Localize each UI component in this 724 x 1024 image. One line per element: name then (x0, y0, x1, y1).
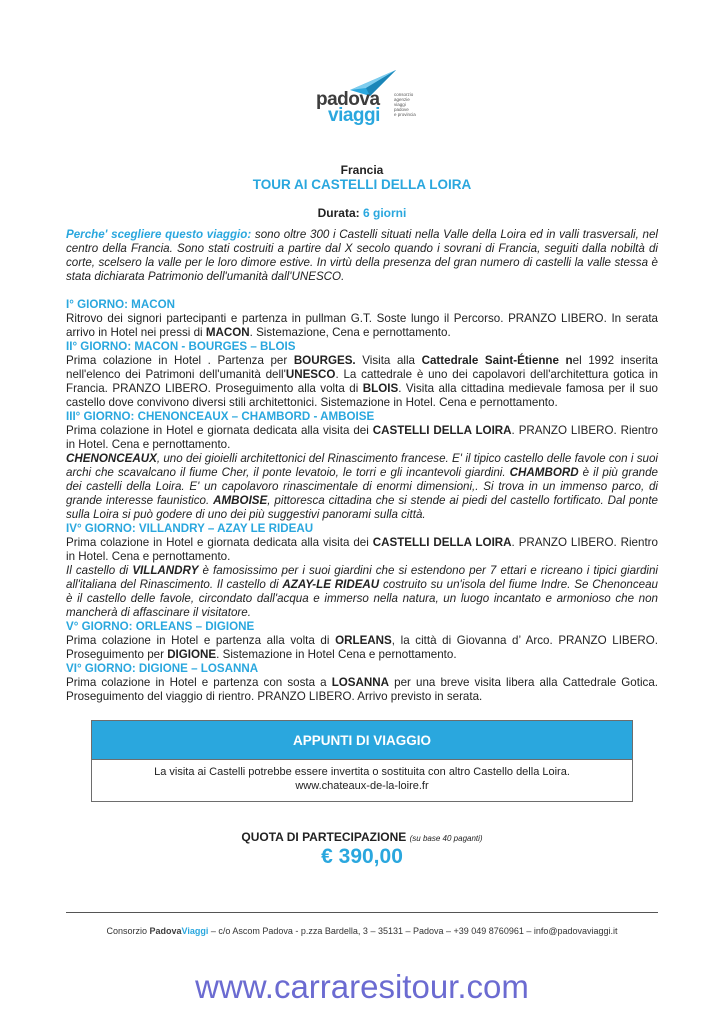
day-text-segment: . PRANZO LIBERO. Rientro in Hotel. Cena e pernottamento. (66, 536, 658, 563)
price-heading (0, 830, 724, 844)
day-text-segment: ORLEANS (335, 634, 392, 647)
day-text-segment: . Sistemazione, Cena e pernottamento. (249, 326, 451, 339)
day-text-segment: , pittoresca cittadina che si stende ai piedi del castello fortificato. Dal ponte sulla Loira si può godere di uno dei più suggestivi panorami sulla città. (66, 494, 658, 521)
travel-notes-box (91, 720, 633, 802)
itinerary (66, 298, 658, 704)
duration (0, 206, 724, 220)
day-description (66, 634, 658, 662)
logo-word-padova: padova (316, 89, 380, 110)
footer-pre: Consorzio (106, 926, 150, 936)
day-description (66, 312, 658, 340)
logo-tagline-line: consorzio (394, 92, 414, 97)
logo-tagline-line: e provincia (394, 112, 416, 117)
day-text-segment: el 1992 inserita nell'elenco dei Patrimoni dell'umanità dell' (66, 354, 658, 381)
duration-label: Durata: (317, 206, 360, 220)
intro-question: Perche' scegliere questo viaggio (66, 228, 248, 241)
intro-text: sono oltre 300 i Castelli situati nella Valle della Loira ed in valli trasversali, nel centro della Francia. Sono stati costruiti a partire dal X secolo quando i sovrani di Francia, seguiti dalla nobiltà di corte, scelsero la valle per le loro dimore estive. In virtù della presenza del gran numero di castelli la valle stessa è stata dichiarata Patrimonio dell'umanità dall'UNESCO. (66, 228, 659, 283)
day-text-segment: UNESCO (285, 368, 336, 381)
day-heading: III° GIORNO: CHENONCEAUX – CHAMBORD - AMBOISE (66, 410, 375, 423)
day-heading: V° GIORNO: ORLEANS – DIGIONE (66, 620, 255, 633)
travel-notes-text: La visita ai Castelli potrebbe essere invertita o sostituita con altro Castello della Loira. (154, 766, 570, 778)
day-heading: I° GIORNO: MACON (66, 298, 175, 311)
day-text-segment: Il castello di (66, 564, 133, 577)
day-description (66, 676, 658, 704)
day-text-segment: LOSANNA (331, 676, 390, 689)
day-text-segment: Prima colazione in Hotel e giornata dedicata alla visita dei (66, 536, 373, 549)
logo-tagline-line: viaggi (394, 102, 406, 107)
day-text-segment: , uno dei gioielli architettonici del Rinascimento francese. E' il tipico castello delle favole con i suoi archi che scavalcano il fiume Cher, il ponte levatoio, le torri e gli incantevoli giardini. (66, 452, 658, 479)
price-value: € 390,00 (321, 845, 403, 868)
day-text-segment: Cattedrale Saint-Étienne n (421, 354, 573, 367)
travel-notes-body (92, 760, 632, 793)
day-text-segment: Visita alla (355, 354, 422, 367)
logo-word-viaggi: viaggi (328, 105, 380, 126)
day-text-segment: , la città di Giovanna d’ Arco. PRANZO LIBERO. Proseguimento per (66, 634, 658, 661)
day-text-segment: . La cattedrale è uno dei capolavori dell'architettura gotica in Francia. PRANZO LIBERO. Proseguimento alla volta di (66, 368, 658, 395)
footer-brand-viaggi: Viaggi (181, 926, 209, 936)
day-heading: IV° GIORNO: VILLANDRY – AZAY LE RIDEAU (66, 522, 314, 535)
day-text-segment: . PRANZO LIBERO. Rientro in Hotel. Cena e pernottamento. (66, 424, 658, 451)
day-castle-notes (66, 564, 658, 620)
day-text-segment: Prima colazione in Hotel e partenza con sosta a (66, 676, 332, 689)
intro-colon: : (247, 228, 252, 241)
intro-paragraph (66, 228, 658, 284)
day-text-segment: CASTELLI DELLA LOIRA (372, 424, 512, 437)
day-text-segment: costruito su un'isola del fiume Indre. Se Chenonceau è il castello delle favole, circondato dall'acqua e immerso nella natura, un luogo incantato e armonioso che non mancherà di affascinare il visitatore. (66, 578, 658, 619)
day-description (66, 424, 658, 452)
day-text-segment: per una breve visita libera alla Cattedrale Gotica. Proseguimento del viaggio di rientro. PRANZO LIBERO. Arrivo previsto in serata. (66, 676, 658, 703)
travel-notes-title: APPUNTI DI VIAGGIO (92, 721, 632, 760)
country-label: Francia (340, 163, 384, 177)
footer-address: – c/o Ascom Padova - p.zza Bardella, 3 – 35131 – Padova – +39 049 8760961 – info@padovaviaggi.it (208, 926, 618, 936)
day-text-segment: Ritrovo dei signori partecipanti e partenza in pullman G.T. Soste lungo il Percorso. PRANZO LIBERO. In serata arrivo in Hotel nei pressi di (66, 312, 658, 339)
logo-tagline-line: agenzie (394, 97, 410, 102)
footer-divider (66, 912, 658, 913)
day-text-segment: BOURGES. (293, 354, 356, 367)
day-text-segment: . Sistemazione in Hotel Cena e pernottamento. (216, 648, 457, 661)
tour-title: TOUR AI CASTELLI DELLA LOIRA (252, 177, 472, 192)
duration-value: 6 giorni (363, 206, 407, 220)
day-heading: VI° GIORNO: DIGIONE – LOSANNA (66, 662, 259, 675)
footer-contacts (0, 926, 724, 936)
travel-notes-link[interactable]: www.chateaux-de-la-loire.fr (295, 780, 429, 792)
day-text-segment: BLOIS (362, 382, 399, 395)
price-note: (su base 40 paganti) (409, 834, 483, 843)
day-text-segment: CHAMBORD (509, 466, 579, 479)
day-text-segment: CHENONCEAUX (66, 452, 157, 465)
day-text-segment: DIGIONE (167, 648, 217, 661)
padova-viaggi-logo (310, 68, 420, 128)
day-description (66, 536, 658, 564)
day-text-segment: Prima colazione in Hotel . Partenza per (66, 354, 294, 367)
day-heading: II° GIORNO: MACON - BOURGES – BLOIS (66, 340, 296, 353)
day-text-segment: CASTELLI DELLA LOIRA (372, 536, 512, 549)
day-text-segment: è il più grande dei castelli della Loira. E' un capolavoro rinascimentale di enormi dimensioni,. Si trova in un immenso parco, di grande interesse faunistico. (66, 466, 658, 507)
day-text-segment: è famosissimo per i suoi giardini che si estendono per 7 ettari e ricreano i tipici giardini all'italiana del Rinascimento. Il castello di (66, 564, 658, 591)
day-description (66, 354, 658, 410)
day-text-segment: Prima colazione in Hotel e partenza alla volta di (66, 634, 336, 647)
logo-tagline-line: padove (394, 107, 409, 112)
day-text-segment: . Visita alla cittadina medievale famosa per il suo castello dove convivono diversi stili architettonici. Sistemazione in Hotel. Cena e pernottamento. (66, 382, 659, 409)
day-text-segment: MACON (205, 326, 250, 339)
day-text-segment: AZAY-LE RIDEAU (282, 578, 380, 591)
day-text-segment: AMBOISE (213, 494, 268, 507)
day-text-segment: VILLANDRY (132, 564, 199, 577)
website-url[interactable]: www.carraresitour.com (195, 968, 529, 1005)
day-text-segment: Prima colazione in Hotel e giornata dedicata alla visita dei (66, 424, 373, 437)
price-label: QUOTA DI PARTECIPAZIONE (241, 830, 407, 844)
day-castle-notes (66, 452, 658, 522)
footer-brand-padova: Padova (149, 926, 182, 936)
logo-tagline (394, 92, 424, 117)
